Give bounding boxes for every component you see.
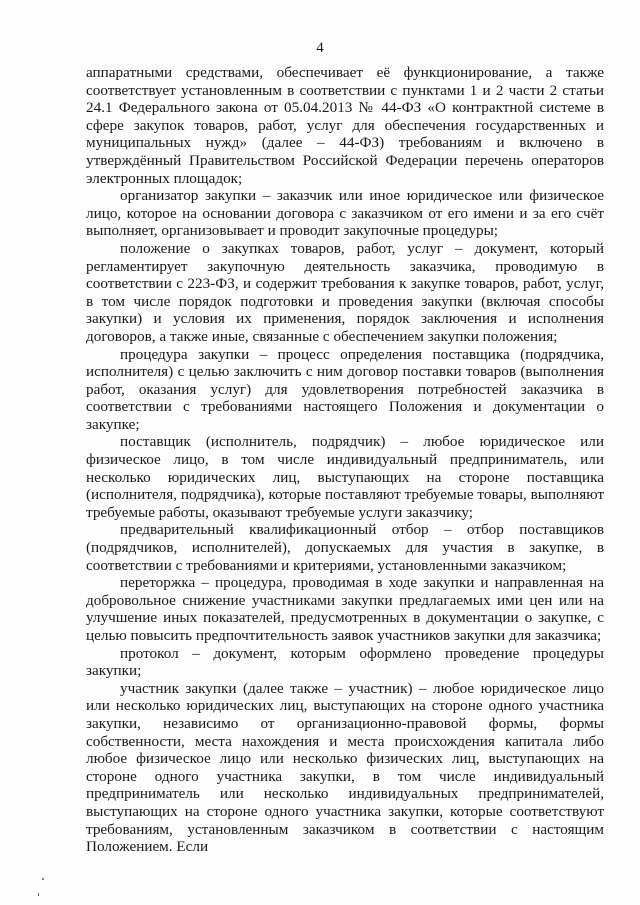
paragraph-definition-organizer: организатор закупки – заказчик или иное юридическое или физическое лицо, которое на основании договора с заказчиком от его имени и за его счёт выполняет, организовывает и проводит закупочные процедуры;	[86, 187, 604, 240]
paragraph-definition-prequalification: предварительный квалификационный отбор – отбор поставщиков (подрядчиков, исполнителей), допускаемых для участия в закупке, в соответствии с требованиями и критериями, установленными заказчиком;	[86, 521, 604, 574]
document-body	[86, 64, 604, 856]
page-number: 4	[316, 40, 324, 56]
paragraph-definition-participant: участник закупки (далее также – участник) – любое юридическое лицо или несколько юридических лиц, выступающих на стороне одного участника закупки, независимо от организационно-правовой формы, формы собственности, места нахождения и места происхождения капитала либо любое физическое лицо или несколько физических лиц, выступающих на стороне одного участника закупки, в том числе индивидуальный предприниматель или несколько индивидуальных предпринимателей, выступающих на стороне одного участника закупки, которые соответствуют требованиям, установленным заказчиком в соответствии с настоящим Положением. Если	[86, 679, 604, 856]
scan-speck	[42, 878, 44, 880]
paragraph-definition-regulation: положение о закупках товаров, работ, услуг – документ, который регламентирует закупочную деятельность заказчика, проводимую в соответствии с 223-ФЗ, и содержит требования к закупке товаров, работ, услуг, в том числе порядок подготовки и проведения закупки (включая способы закупки) и условия их применения, порядок заключения и исполнения договоров, а также иные, связанные с обеспечением закупки положения;	[86, 239, 604, 345]
paragraph-continuation: аппаратными средствами, обеспечивает её функционирование, а также соответствует установленным в соответствии с пунктами 1 и 2 части 2 статьи 24.1 Федерального закона от 05.04.2013 № 44-ФЗ «О контрактной системе в сфере закупок товаров, работ, услуг для обеспечения государственных и муниципальных нужд» (далее – 44-ФЗ) требованиям и включено в утверждённый Правительством Российской Федерации перечень операторов электронных площадок;	[86, 64, 604, 187]
paragraph-definition-rebidding: переторжка – процедура, проводимая в ходе закупки и направленная на добровольное снижение участниками закупки предлагаемых ими цен или на улучшение иных показателей, предусмотренных в документации о закупке, с целью повысить предпочтительность заявок участников закупки для заказчика;	[86, 574, 604, 644]
paragraph-definition-protocol: протокол – документ, которым оформлено проведение процедуры закупки;	[86, 644, 604, 680]
paragraph-definition-procedure: процедура закупки – процесс определения поставщика (подрядчика, исполнителя) с целью заключить с ним договор поставки товаров (выполнения работ, оказания услуг) для удовлетворения потребностей заказчика в соответствии с требованиями настоящего Положения и документации о закупке;	[86, 345, 604, 433]
scan-speck	[38, 893, 39, 896]
paragraph-definition-supplier: поставщик (исполнитель, подрядчик) – любое юридическое или физическое лицо, в том числе индивидуальный предприниматель, или несколько юридических лиц, выступающих на стороне поставщика (исполнителя, подрядчика), которые поставляют требуемые товары, выполняют требуемые работы, оказывают требуемые услуги заказчику;	[86, 433, 604, 521]
